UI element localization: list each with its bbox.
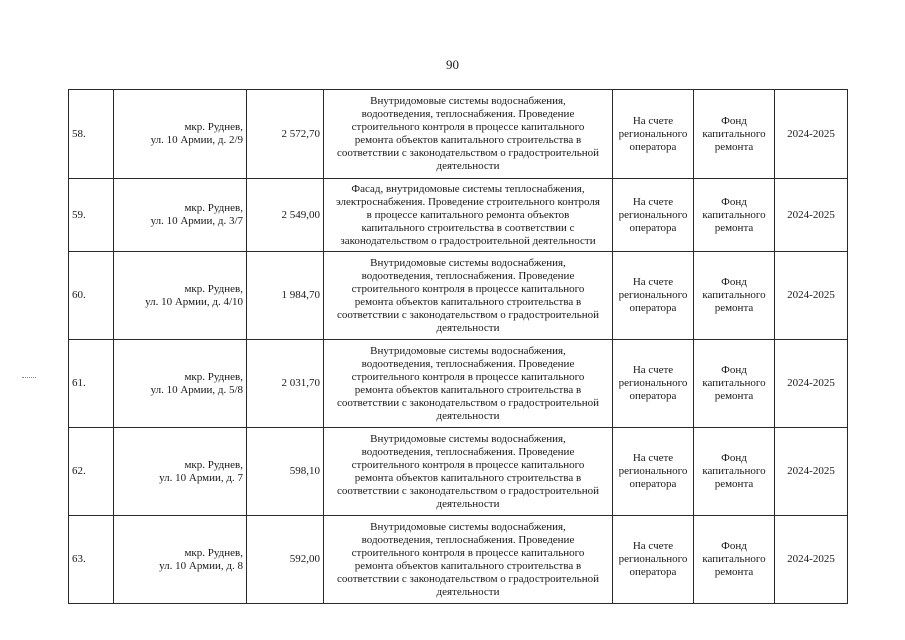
cell-line: в процессе капитального ремонта объектов [366,208,570,221]
repair-schedule-table [68,89,848,604]
cell-line: оператора [629,221,677,234]
account-owner-cell [613,428,694,516]
cell-line: ремонта объектов капитального строительства в [354,383,582,396]
cell-line: ремонта [714,390,754,402]
cell-line: водоотведения, теплоснабжения. Проведение [361,445,575,458]
address-cell [114,252,247,340]
period-cell: 2024-2025 [775,179,848,252]
row-number-cell: 59. [69,179,114,252]
cell-line: ремонта [714,302,754,314]
cell-line: оператора [629,302,677,314]
cell-line: водоотведения, теплоснабжения. Проведение [361,357,575,370]
cell-line: Фонд [721,364,747,376]
cell-line: На счете [632,452,674,464]
cell-line: ремонта объектов капитального строительства в [354,559,582,572]
cell-line: мкр. Руднев, [184,121,243,133]
cell-line: оператора [629,478,677,490]
cell-line: мкр. Руднев, [184,458,243,471]
cell-line: ул. 10 Армии, д. 3/7 [150,215,243,227]
cell-line: ремонта объектов капитального строительства в [354,295,582,308]
cell-line: Фонд [721,276,747,288]
cell-line: Фонд [721,540,747,552]
cell-line: На счете [632,364,674,376]
period-cell: 2024-2025 [775,90,848,179]
account-owner-cell [613,252,694,340]
table-row [69,252,848,340]
cell-line: ул. 10 Армии, д. 8 [159,559,243,572]
row-number-cell: 58. [69,90,114,179]
account-owner-cell [613,516,694,604]
cell-line: оператора [629,140,677,153]
cell-line: ул. 10 Армии, д. 5/8 [150,383,243,396]
cell-line: соответствии с законодательством о градостроительной [336,308,599,321]
cell-line: строительного контроля в процессе капитального [351,370,585,383]
cell-line: соответствии с законодательством о градостроительной [336,484,599,497]
area-cell: 2 572,70 [247,90,324,179]
cell-line: регионального [618,127,688,140]
cell-line: водоотведения, теплоснабжения. Проведение [361,108,575,120]
cell-line: строительного контроля в процессе капитального [351,546,585,559]
cell-line: строительного контроля в процессе капитального [351,282,585,295]
cell-line: На счете [632,540,674,552]
work-description-cell [324,340,613,428]
page-number: 90 [446,57,459,72]
cell-line: Внутридомовые системы водоснабжения, [370,344,566,357]
area-cell: 592,00 [247,516,324,604]
cell-line: оператора [629,390,677,402]
cell-line: водоотведения, теплоснабжения. Проведение [361,269,575,282]
cell-line: ремонта [714,140,754,153]
address-cell [114,179,247,252]
row-number-cell: 61. [69,340,114,428]
cell-line: деятельности [436,497,500,510]
cell-line: ремонта [714,221,754,234]
cell-line: деятельности [436,585,500,598]
address-cell [114,340,247,428]
table-row [69,516,848,604]
address-cell [114,516,247,604]
cell-line: регионального [618,208,688,221]
area-cell: 2 549,00 [247,179,324,252]
cell-line: На счете [632,276,674,288]
cell-line: водоотведения, теплоснабжения. Проведение [361,533,575,546]
funding-source-cell [694,428,775,516]
cell-line: регионального [618,465,688,477]
row-number-cell: 63. [69,516,114,604]
cell-line: На счете [632,195,674,208]
cell-line: ремонта объектов капитального строительства в [354,471,582,484]
funding-source-cell [694,179,775,252]
account-owner-cell [613,90,694,179]
funding-source-cell [694,252,775,340]
cell-line: капитального [702,377,766,389]
work-description-cell [324,428,613,516]
cell-line: капитального строительства в соответствии с [361,221,575,234]
cell-line: соответствии с законодательством о градостроительной [336,147,599,159]
cell-line: законодательством о градостроительной деятельности [340,234,596,247]
area-cell: 1 984,70 [247,252,324,340]
work-description-cell [324,252,613,340]
work-description-cell [324,516,613,604]
cell-line: регионального [618,553,688,565]
cell-line: мкр. Руднев, [184,546,243,559]
cell-line: Фонд [721,195,747,208]
cell-line: Внутридомовые системы водоснабжения, [370,95,566,107]
cell-line: мкр. Руднев, [184,202,243,214]
cell-line: соответствии с законодательством о градостроительной [336,396,599,409]
cell-line: Внутридомовые системы водоснабжения, [370,520,566,533]
area-cell: 2 031,70 [247,340,324,428]
cell-line: регионального [618,289,688,301]
address-cell [114,428,247,516]
account-owner-cell [613,340,694,428]
work-description-cell [324,179,613,252]
table-row [69,179,848,252]
account-owner-cell [613,179,694,252]
cell-line: ремонта [714,478,754,490]
cell-line: деятельности [436,409,500,422]
cell-line: Фасад, внутридомовые системы теплоснабжения, [351,182,585,195]
cell-line: ремонта объектов капитального строительства в [354,134,582,146]
cell-line: соответствии с законодательством о градостроительной [336,572,599,585]
area-cell: 598,10 [247,428,324,516]
cell-line: деятельности [436,160,500,172]
cell-line: оператора [629,566,677,578]
cell-line: капитального [702,127,766,140]
cell-line: строительного контроля в процессе капитального [351,458,585,471]
cell-line: ул. 10 Армии, д. 4/10 [145,295,243,308]
cell-line: электроснабжения. Проведение строительного контроля [336,195,600,208]
period-cell: 2024-2025 [775,340,848,428]
table-row [69,90,848,179]
cell-line: капитального [702,553,766,565]
cell-line: Внутридомовые системы водоснабжения, [370,432,566,445]
cell-line: Внутридомовые системы водоснабжения, [370,256,566,269]
margin-mark [22,377,36,380]
cell-line: мкр. Руднев, [184,370,243,383]
cell-line: ул. 10 Армии, д. 2/9 [150,134,243,146]
table-row [69,428,848,516]
cell-line: регионального [618,377,688,389]
cell-line: капитального [702,208,766,221]
work-description-cell [324,90,613,179]
cell-line: строительного контроля в процессе капитального [351,121,585,133]
table-row [69,340,848,428]
address-cell [114,90,247,179]
cut-off-footer-text [40,624,370,636]
cell-line: ул. 10 Армии, д. 7 [159,471,243,484]
cell-line: мкр. Руднев, [184,282,243,295]
cell-line: капитального [702,465,766,477]
cell-line: ремонта [714,566,754,578]
period-cell: 2024-2025 [775,428,848,516]
period-cell: 2024-2025 [775,252,848,340]
cell-line: На счете [632,114,674,127]
row-number-cell: 60. [69,252,114,340]
cell-line: Фонд [721,114,747,127]
row-number-cell: 62. [69,428,114,516]
funding-source-cell [694,90,775,179]
funding-source-cell [694,516,775,604]
cell-line: Фонд [721,452,747,464]
cell-line: капитального [702,289,766,301]
period-cell: 2024-2025 [775,516,848,604]
cell-line: деятельности [436,321,500,334]
funding-source-cell [694,340,775,428]
